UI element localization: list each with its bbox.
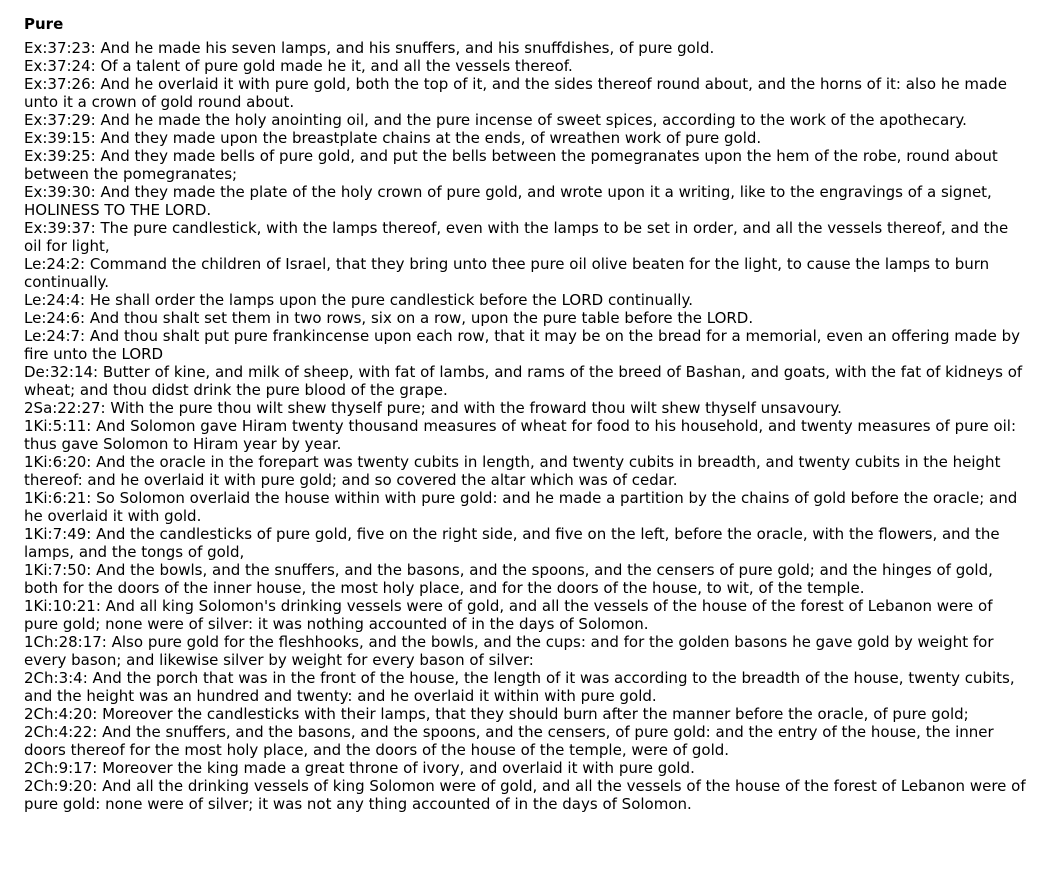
verse-item: 1Ki:6:21: So Solomon overlaid the house within with pure gold: and he made a partition by the chains of gold before the oracle; and he overlaid it with gold. [24, 489, 1018, 525]
verse-item: 1Ch:28:17: Also pure gold for the fleshhooks, and the bowls, and the cups: and for the golden basons he gave gold by weight for every bason; and likewise silver by weight for every bason of silver: [24, 633, 994, 669]
page-content [24, 14, 1029, 813]
verse-item: 2Ch:3:4: And the porch that was in the front of the house, the length of it was according to the breadth of the house, twenty cubits, and the height was an hundred and twenty: and he overlaid it within with pure gold. [24, 669, 1015, 705]
verse-item: Le:24:4: He shall order the lamps upon the pure candlestick before the LORD continually. [24, 291, 693, 309]
verse-item: 1Ki:5:11: And Solomon gave Hiram twenty thousand measures of wheat for food to his household, and twenty measures of pure oil: thus gave Solomon to Hiram year by year. [24, 417, 1017, 453]
verse-item: Le:24:6: And thou shalt set them in two rows, six on a row, upon the pure table before the LORD. [24, 309, 754, 327]
verse-item: 2Ch:4:20: Moreover the candlesticks with their lamps, that they should burn after the manner before the oracle, of pure gold; [24, 705, 969, 723]
verse-item: 2Ch:9:17: Moreover the king made a great throne of ivory, and overlaid it with pure gold. [24, 759, 695, 777]
verse-item: Ex:37:26: And he overlaid it with pure gold, both the top of it, and the sides thereof round about, and the horns of it: also he made unto it a crown of gold round about. [24, 75, 1007, 111]
verse-item: De:32:14: Butter of kine, and milk of sheep, with fat of lambs, and rams of the breed of Bashan, and goats, with the fat of kidneys of wheat; and thou didst drink the pure blood of the grape. [24, 363, 1023, 399]
verse-item: Ex:39:37: The pure candlestick, with the lamps thereof, even with the lamps to be set in order, and all the vessels thereof, and the oil for light, [24, 219, 1009, 255]
verse-item: Ex:39:15: And they made upon the breastplate chains at the ends, of wreathen work of pure gold. [24, 129, 762, 147]
verse-item: Ex:37:24: Of a talent of pure gold made he it, and all the vessels thereof. [24, 57, 573, 75]
verse-item: 1Ki:7:49: And the candlesticks of pure gold, five on the right side, and five on the left, before the oracle, with the flowers, and the lamps, and the tongs of gold, [24, 525, 1000, 561]
verse-item: 2Ch:4:22: And the snuffers, and the basons, and the spoons, and the censers, of pure gold: and the entry of the house, the inner doors thereof for the most holy place, and the doors of the house of the temple, were of gold. [24, 723, 994, 759]
verse-item: Ex:39:30: And they made the plate of the holy crown of pure gold, and wrote upon it a writing, like to the engravings of a signet, HOLINESS TO THE LORD. [24, 183, 992, 219]
verse-item: Le:24:7: And thou shalt put pure frankincense upon each row, that it may be on the bread for a memorial, even an offering made by fire unto the LORD [24, 327, 1020, 363]
verse-item: Ex:39:25: And they made bells of pure gold, and put the bells between the pomegranates upon the hem of the robe, round about between the pomegranates; [24, 147, 998, 183]
verse-item: Le:24:2: Command the children of Israel, that they bring unto thee pure oil olive beaten for the light, to cause the lamps to burn continually. [24, 255, 990, 291]
verse-item: 1Ki:10:21: And all king Solomon's drinking vessels were of gold, and all the vessels of the house of the forest of Lebanon were of pure gold; none were of silver: it was nothing accounted of in the days of Solomon. [24, 597, 993, 633]
page-title: Pure [24, 15, 64, 33]
verse-list [24, 39, 1029, 813]
verse-item: 2Sa:22:27: With the pure thou wilt shew thyself pure; and with the froward thou wilt shew thyself unsavoury. [24, 399, 842, 417]
verse-item: 1Ki:7:50: And the bowls, and the snuffers, and the basons, and the spoons, and the censers of pure gold; and the hinges of gold, both for the doors of the inner house, the most holy place, and for the doors of the house, to wit, of the temple. [24, 561, 993, 597]
verse-item: Ex:37:23: And he made his seven lamps, and his snuffers, and his snuffdishes, of pure gold. [24, 39, 715, 57]
verse-item: 2Ch:9:20: And all the drinking vessels of king Solomon were of gold, and all the vessels of the house of the forest of Lebanon were of pure gold: none were of silver; it was not any thing accounted of in the days of Solomon. [24, 777, 1026, 813]
verse-item: Ex:37:29: And he made the holy anointing oil, and the pure incense of sweet spices, according to the work of the apothecary. [24, 111, 967, 129]
verse-item: 1Ki:6:20: And the oracle in the forepart was twenty cubits in length, and twenty cubits in breadth, and twenty cubits in the height thereof: and he overlaid it with pure gold; and so covered the altar which was of cedar. [24, 453, 1001, 489]
